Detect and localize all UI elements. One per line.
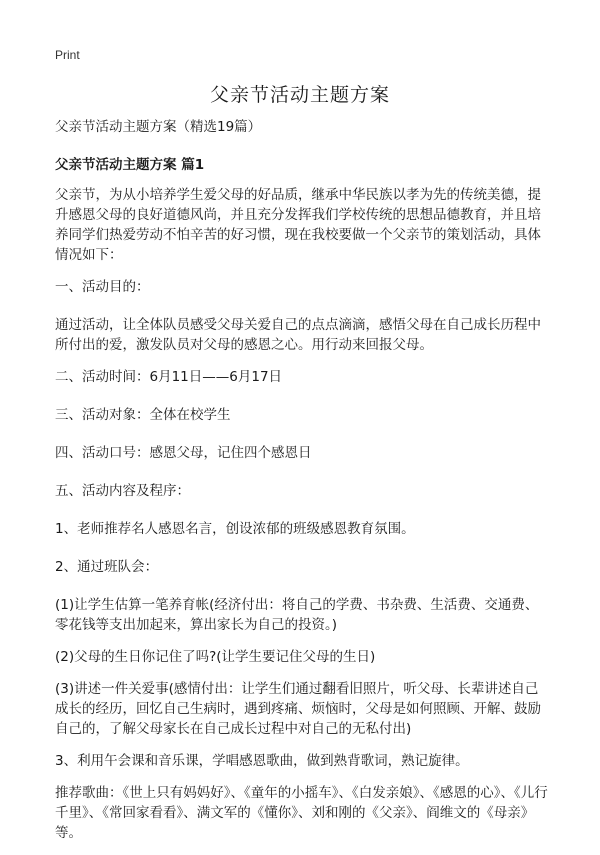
activity-time: 二、活动时间：6月11日——6月17日 [55,369,283,385]
print-link[interactable]: Print [55,48,80,62]
purpose-paragraph: 通过活动，让全体队员感受父母关爱自己的点点滴滴，感悟父母在自己成长历程中所付出的爱，激发队员对父母的感恩之心。用行动来回报父母。 [55,317,541,353]
section-heading: 父亲节活动主题方案 篇1 [55,157,205,173]
content-item-3: 3、利用午会课和音乐课，学唱感恩歌曲，做到熟背歌词，熟记旋律。 [55,753,469,769]
sub-item-1: (1)让学生估算一笔养育帐(经济付出：将自己的学费、书杂费、生活费、交通费、零花钱等支出加起来，算出家长为自己的投资。) [55,597,539,633]
activity-target: 三、活动对象：全体在校学生 [55,407,231,423]
recommended-songs: 推荐歌曲：《世上只有妈妈好》、《童年的小摇车》、《白发亲娘》、《感恩的心》、《儿行千里》、《常回家看看》、满文军的《懂你》、刘和刚的《父亲》、阎维文的《母亲》等。 [55,785,548,841]
intro-paragraph: 父亲节，为从小培养学生爱父母的好品质，继承中华民族以孝为先的传统美德，提升感恩父母的良好道德风尚，并且充分发挥我们学校传统的思想品德教育，并且培养同学们热爱劳动不怕辛苦的好习惯，现在我校要做一个父亲节的策划活动，具体情况如下： [55,187,541,263]
content-item-2: 2、通过班队会： [55,559,159,575]
activity-slogan: 四、活动口号：感恩父母，记住四个感恩日 [55,445,312,461]
document-title: 父亲节活动主题方案 [209,84,390,106]
heading-activity-purpose: 一、活动目的： [55,279,150,295]
content-item-1: 1、老师推荐名人感恩名言，创设浓郁的班级感恩教育氛围。 [55,521,415,537]
sub-item-3: (3)讲述一件关爱事(感情付出：让学生们通过翻看旧照片，听父母、长辈讲述自己成长的经历，回忆自己生病时，遇到疼痛、烦恼时，父母是如何照顾、开解、鼓励自己的，了解父母家长在自己成长过程中对自己的无私付出) [55,681,541,737]
sub-item-2: (2)父母的生日你记住了吗?(让学生要记住父母的生日) [55,649,376,665]
document-subtitle: 父亲节活动主题方案（精选19篇） [55,119,262,135]
heading-activity-content: 五、活动内容及程序： [55,483,190,499]
document-body [55,117,550,855]
